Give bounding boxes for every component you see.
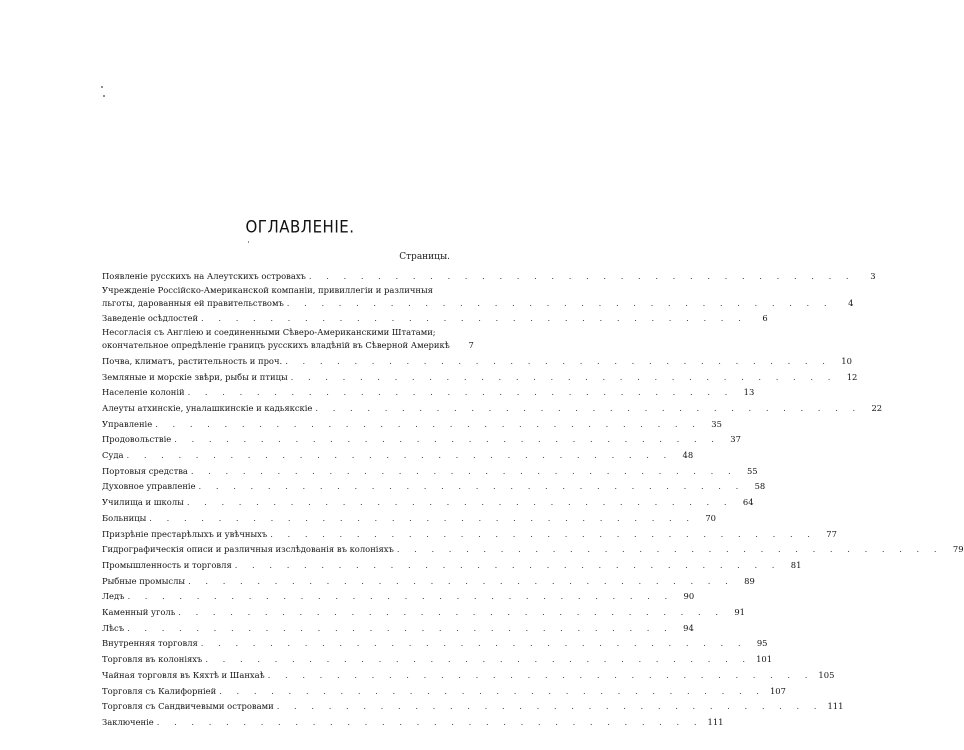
toc-entry-page: 22 [871,402,883,413]
toc-entry-page: 107 [769,685,786,696]
toc-entry [102,448,694,464]
leader-dots: . . . . . . . . . . . . . . . . . . . . . . . . . . . . . . . . [234,559,781,570]
leader-dots: . . . . . . . . . . . . . . . . . . . . . . . . . . . . . . . . [200,638,747,649]
toc-entry-title: Торговля съ Сандвичевыми островами [102,701,274,712]
toc-entry-page: 55 [746,465,758,476]
scan-speck [248,241,249,243]
toc-entry-title-continuation: окончательное опредѣленіе границъ русскихъ владѣній въ Сѣверной Америкѣ [102,340,450,351]
toc-entry [102,417,722,433]
toc-entry [102,401,883,417]
toc-entry [102,385,755,401]
toc-entry [102,327,474,354]
leader-dots: . . . . . . . . . . . . . . . . . . . . . . . . . . . . . . . . [156,716,703,727]
toc-entry [102,495,754,511]
toc-entry-title: Торговля въ колоніяхъ [102,654,203,665]
toc-entry [102,574,755,590]
toc-entry [102,432,741,448]
toc-entry [102,558,802,574]
leader-dots: . . . . . . . . . . . . . . . . . . . . . . . . . . . . . . . . [178,607,724,618]
toc-entry-page: 81 [790,559,802,570]
scan-speck [101,86,103,88]
toc-entry-page: 35 [711,418,722,429]
toc-entry-title: Учрежденіе Россійско-Американской компаніи, привиллегіи и различныя [102,284,433,295]
leader-dots: . . . . . . . . . . . . . . . . . . . . . . . . . . . . . . . . [198,481,745,492]
toc-entry-title: Каменный уголь [102,607,176,618]
leader-dots: . . . . . . . . . . . . . . . . . . . . . . . . . . . . . . . . [174,434,720,445]
scan-speck [103,95,105,97]
toc-entry-title: Торговля съ Калифорніей [102,685,217,696]
toc-entry-page: 70 [705,512,717,523]
leader-dots: . . . . . . . . . . . . . . . . . . . . . . . . . . . . . . . . [126,450,673,461]
toc-entry-title: Лѣсъ [102,622,125,633]
toc-entry-title-continuation: льготы, дарованныя ей правительствомъ [102,297,284,308]
toc-entry-page: 90 [683,591,695,602]
toc-entry-title: Почва, климатъ, растительность и проч. [102,355,283,366]
toc-entry-page: 64 [742,497,754,508]
leader-dots: . . . . . . . . . . . . . . . . . . . . . . . . . . . . . . . . [127,622,673,633]
leader-dots: . . . . . . . . . . . . . . . . . . . . . . . . . . . . . . . . [285,355,831,366]
leader-dots: . . . . . . . . . . . . . . . . . . . . . . . . . . . . . . . . [127,591,674,602]
toc-entry-title: Населеніе колоній [102,387,185,398]
leader-dots: . . . . . . . . . . . . . . . . . . . . . . . . . . . . . . . . [190,465,737,476]
toc-entry-page: 58 [754,481,766,492]
toc-entry [102,354,852,370]
toc-entry-page: 95 [756,638,768,649]
toc-entry-page: 37 [730,434,741,445]
toc-entry-page: 4 [848,297,854,308]
leader-dots: . . . . . . . . . . . . . . . . . . . . . . . . . . . . . . . . [219,685,765,696]
toc-entry [102,542,964,558]
leader-dots: . . . . . . . . . . . . . . . . . . . . . . . . . . . . . . . . [201,313,747,324]
toc-entry-page: 101 [756,654,773,665]
toc-entry [102,668,835,684]
toc-entry-page: 10 [841,355,852,366]
leader-dots: . . . . . . . . . . . . . . . . . . . . . . . . . . . . . . . . [276,701,823,712]
toc-entry [102,636,768,652]
toc-entry-title: Больницы [102,512,147,523]
toc-entry-title: Ледъ [102,591,125,602]
toc-entry-page: 91 [734,607,745,618]
page-title: ОГЛАВЛЕНІЕ. [245,217,355,237]
toc-entry-title: Заведеніе осѣдлостей [102,313,199,324]
toc-entry-title: Духовное управленіе [102,481,196,492]
toc-entry [102,464,758,480]
toc-entry [102,652,773,668]
toc-entry [102,621,694,637]
toc-entry-page: 12 [846,371,858,382]
toc-entry [102,511,717,527]
leader-dots: . . . . . . . . . . . . . . . . . . . . . . . . . . . . . . . . [290,371,837,382]
toc-entry [102,527,837,543]
leader-dots: . . . . . . . . . . . . . . . . . . . . . . . . . . . . . . . . [187,387,734,398]
toc-entry-title: Призрѣніе престарѣлыхъ и увѣчныхъ [102,528,268,539]
toc-entry [102,589,695,605]
toc-entry-title: Промышленность и торговля [102,559,232,570]
toc-entry-title: Земляные и морскіе звѣри, рыбы и птицы [102,371,288,382]
table-of-contents [102,269,964,731]
toc-entry [102,699,844,715]
toc-entry-title: Чайная торговля въ Кяхтѣ и Шанхаѣ [102,669,265,680]
toc-entry-title: Управленіе [102,418,153,429]
leader-dots: . . . . . . . . . . . . . . . . . . . . . . . . . . . . . . . . [205,654,752,665]
pages-column-label: Страницы. [399,252,450,262]
toc-entry-page: 111 [827,701,844,712]
toc-entry-title: Несогласія съ Англіею и соединенными Сѣверо-Американскими Штатами; [102,327,436,338]
leader-dots: . . . . . . . . . . . . . . . . . . . . . . . . . . . . . . . . [270,528,816,539]
leader-dots: . . . . . . . . . . . . . . . . . . . . . . . . . . . . . . . . [396,544,943,555]
toc-entry-title: Алеуты атхинскіе, уналашкинскіе и кадьякскіе [102,402,313,413]
toc-entry [102,479,766,495]
toc-entry-page: 77 [826,528,837,539]
toc-entry-title: Гидрографическія описи и различныя изслѣдованія въ колоніяхъ [102,544,394,555]
toc-entry [102,684,786,700]
toc-entry-title: Заключеніе [102,716,154,727]
leader-dots: . . . . . . . . . . . . . . . . . . . . . . . . . . . . . . . . [267,669,814,680]
leader-dots: . . . . . . . . . . . . . . . . . . . . . . . . . . . . . . . . [149,512,696,523]
toc-entry [102,269,876,285]
toc-entry [102,715,724,731]
toc-entry-page: 89 [744,575,755,586]
toc-entry-title: Появленіе русскихъ на Алеутскихъ островахъ [102,271,306,281]
toc-entry-title: Портовыя средства [102,465,188,476]
toc-entry-page: 111 [707,716,724,727]
toc-entry-title: Училища и школы [102,497,184,508]
leader-dots: . . . . . . . . . . . . . . . . . . . . . . . . . . . . . . . . [188,575,734,586]
toc-entry-page: 6 [762,313,768,324]
leader-dots: . . . . . . . . . . . . . . . . . . . . . . . . . . . . . . . . [308,271,855,281]
toc-entry-page: 105 [818,669,835,680]
toc-entry [102,605,745,621]
leader-dots: . . . . . . . . . . . . . . . . . . . . . . . . . . . . . . . . [186,497,733,508]
toc-entry [102,311,768,327]
toc-entry-page: 13 [743,387,755,398]
toc-entry [102,370,858,386]
toc-entry-title: Внутренняя торговля [102,638,198,649]
toc-entry-page: 79 [952,544,964,555]
leader-dots: . . . . . . . . . . . . . . . . . . . . . . . . . . . . . . . . [155,418,701,429]
toc-entry-title: Суда [102,450,124,461]
toc-entry [102,284,854,312]
toc-entry-title: Рыбные промыслы [102,575,186,586]
toc-entry-page: 94 [683,622,694,633]
leader-dots: . . . . . . . . . . . . . . . . . . . . . . . . . . . . . . . . [315,402,862,413]
toc-entry-page: 7 [468,340,474,351]
leader-dots: . . . . . . . . . . . . . . . . . . . . . . . . . . . . . . . . [286,297,833,308]
toc-entry-page: 48 [682,450,694,461]
toc-entry-page: 3 [870,271,876,281]
toc-entry-title: Продовольствіе [102,434,172,445]
